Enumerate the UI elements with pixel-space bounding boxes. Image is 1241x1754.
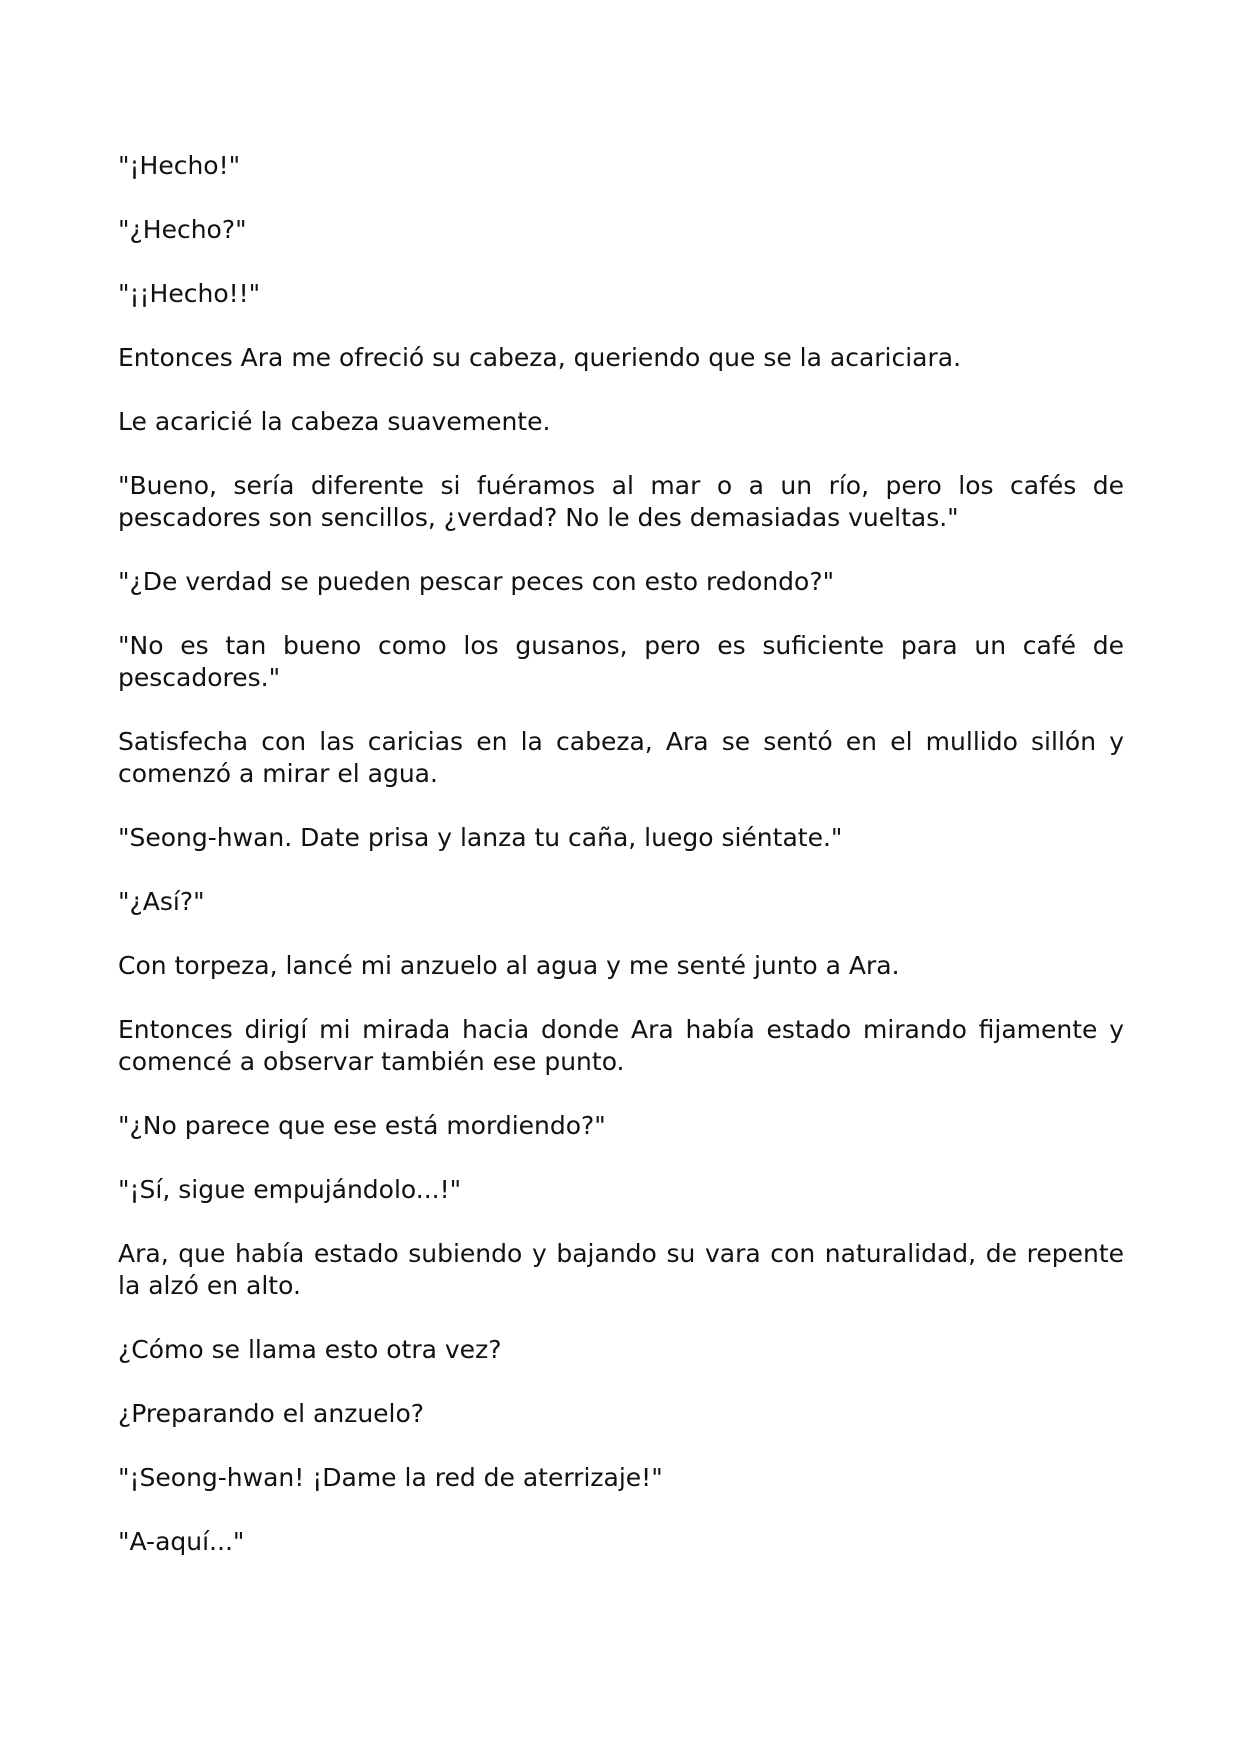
paragraph: "¿No parece que ese está mordiendo?" bbox=[118, 1111, 606, 1140]
paragraph: Le acaricié la cabeza suavemente. bbox=[118, 407, 551, 436]
paragraph: "A-aquí..." bbox=[118, 1527, 245, 1556]
paragraph: "¿De verdad se pueden pescar peces con esto redondo?" bbox=[118, 567, 835, 596]
paragraph: Satisfecha con las caricias en la cabeza, Ara se sentó en el mullido sillón y comenzó a mirar el agua. bbox=[118, 727, 1124, 788]
paragraph: "¿Así?" bbox=[118, 887, 205, 916]
paragraph: Con torpeza, lancé mi anzuelo al agua y me senté junto a Ara. bbox=[118, 951, 900, 980]
text-body bbox=[118, 150, 1124, 1590]
paragraph: "¡Seong-hwan! ¡Dame la red de aterrizaje!" bbox=[118, 1463, 663, 1492]
paragraph: "¡Hecho!" bbox=[118, 151, 241, 180]
paragraph: ¿Preparando el anzuelo? bbox=[118, 1399, 425, 1428]
paragraph: Entonces Ara me ofreció su cabeza, queriendo que se la acariciara. bbox=[118, 343, 962, 372]
paragraph: ¿Cómo se llama esto otra vez? bbox=[118, 1335, 502, 1364]
paragraph: "Seong-hwan. Date prisa y lanza tu caña, luego siéntate." bbox=[118, 823, 843, 852]
paragraph: Entonces dirigí mi mirada hacia donde Ara había estado mirando fijamente y comencé a observar también ese punto. bbox=[118, 1015, 1124, 1076]
paragraph: "¿Hecho?" bbox=[118, 215, 247, 244]
paragraph: "¡Sí, sigue empujándolo...!" bbox=[118, 1175, 462, 1204]
paragraph: "Bueno, sería diferente si fuéramos al mar o a un río, pero los cafés de pescadores son sencillos, ¿verdad? No le des demasiadas vueltas." bbox=[118, 471, 1124, 532]
paragraph: Ara, que había estado subiendo y bajando su vara con naturalidad, de repente la alzó en alto. bbox=[118, 1239, 1124, 1300]
paragraph: "¡¡Hecho!!" bbox=[118, 279, 261, 308]
paragraph: "No es tan bueno como los gusanos, pero es suficiente para un café de pescadores." bbox=[118, 631, 1124, 692]
